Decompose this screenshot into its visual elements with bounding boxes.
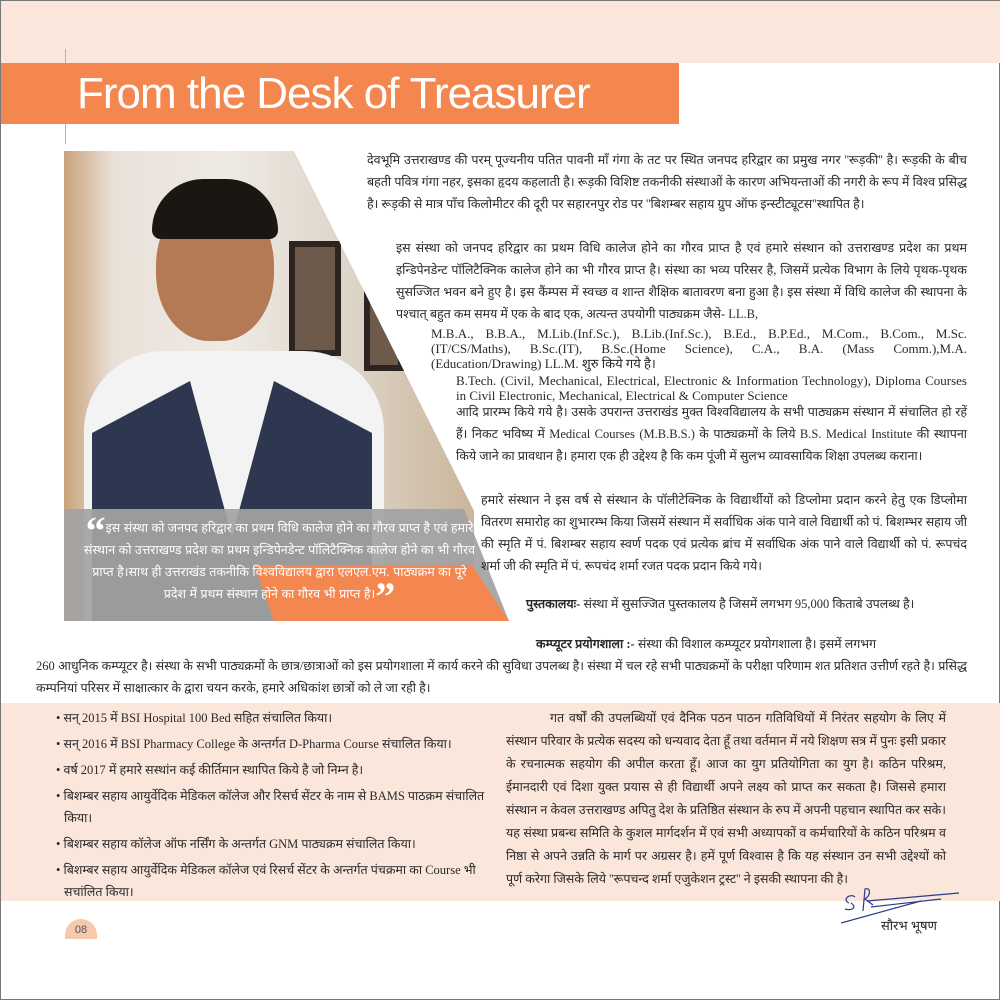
- list-item: • सन् 2016 में BSI Pharmacy College के अन्तर्गत D-Pharma Course संचालित किया।: [56, 737, 452, 751]
- list-item: • वर्ष 2017 में हमारे सस्थांन कई कीर्तिमान स्थापित किये है जो निम्न है।: [56, 763, 364, 777]
- list-item: • बिशम्बर सहाय आयुर्वेदिक मेडिकल कॉलेज एवं रिसर्च सेंटर के अन्तर्गत पंचक्रमा का Course भी सचांलित किया।: [56, 863, 476, 899]
- signatory-name: सौरभ भूषण: [881, 918, 937, 933]
- para-intro: देवभूमि उत्तराखण्ड की परम् पूज्यनीय पतित पावनी माँ गंगा के तट पर स्थित जनपद हरिद्वार का प्रमुख नगर ''रूड़की'' है। रूड़की के बीच बहती पवित्र गंगा नहर, इसका हृदय कहलाती है। रूड़की विशिष्ट तकनीकी संस्थाओं के कारण अभियन्ताओं की नगरी के रूप में विश्व प्रसिद्ध है। रूड़की से मात्र पाँच किलोमीटर की दूरी पर सहारनपुर रोड पर ''बिशम्बर सहाय ग्रुप ऑफ इन्स्टीट्यूटस''स्थापित है।: [367, 153, 967, 211]
- para-diploma: हमारे संस्थान ने इस वर्ष से संस्थान के पॉलीटेक्निक के विद्यार्थीयों को डिप्लोमा प्रदान करने हेतु एक डिप्लोमा वितरण समारोह का शुभारम्भ किया जिसमें संस्थान में सर्वाधिक अंक पाने वाले विद्यार्थी को पं. बिशम्भर सहाय जी की स्मृति में पं. बिशम्बर सहाय स्वर्ण पदक एवं प्रत्येक ब्रांच में सर्वाधिक अंक पाने वाले विद्यार्थी को पं. रूपचंद शर्मा जी की स्मृति में पं. रूपचंद शर्मा रजत पदक प्रदान किये गये।: [481, 493, 967, 573]
- page-number: 08: [65, 919, 97, 939]
- para-courses: M.B.A., B.B.A., M.Lib.(Inf.Sc.), B.Lib.(Inf.Sc.), B.Ed., B.P.Ed., M.Com., B.Com., M.Sc.(IT/CS/Maths), B.Sc.(IT), B.Sc.(Home Science), C.A., B.A. (Mass Comm.),M.A. (Education/Drawing) LL.M. शुरु किये गये है।: [431, 326, 967, 371]
- para-btech: B.Tech. (Civil, Mechanical, Electrical, Electronic & Information Technology), Diploma Courses in Civil Electronic, Mechanical, Electrical & Computer Science: [456, 373, 967, 403]
- para-lab: 260 आधुनिक कम्प्यूटर है। संस्था के सभी पाठ्यक्रमों के छात्र/छात्राओं को इस प्रयोगशाला में कार्य करने की सुविधा उपलब्ध है। संस्था में चल रहे सभी पाठ्यक्रमों के परीक्षा परिणाम शत प्रतिशत उत्तीर्ण रहते है। प्रसिद्ध कम्पनियां परिसर में साक्षात्कार के द्वारा चयन करके, हमारे अधिकांश छात्रों को ले जा रही है।: [36, 659, 967, 695]
- list-item: • सन् 2015 में BSI Hospital 100 Bed सहित संचालित किया।: [56, 711, 333, 725]
- page-title: [1, 63, 679, 124]
- title-bold: Treasurer: [409, 69, 590, 118]
- pull-quote: [64, 509, 509, 621]
- achievements-list: [56, 707, 496, 907]
- closing-paragraph: गत वर्षों की उपलब्धियों एवं दैनिक पठन पाठन गतिविधियों में निरंतर सहयोग के लिए में संस्थान परिवार के प्रत्येक सदस्य को धन्यवाद देता हूँ तथा वर्तमान में नये शिक्षण सत्र में पुनः इसी प्रकार के रचनात्मक सहयोग की अपील करता हूँ। आज का युग प्रतियोगिता का युग है। कठिन परिश्रम, ईमानदारी एवं दिशा युक्त प्रयास से ही विद्यार्थी अपने लक्ष्य को प्राप्त कर सकता है। जिससे हमारा संस्थान न केवल उत्तराखण्ड अपितु देश के प्रतिष्ठित संस्थान के रुप में अपनी पहचान स्थापित कर सके। यह संस्था प्रबन्ध समिति के कुशल मार्गदर्शन में एवं सभी अध्यापकों व कर्मचारियों के कठिन परिश्रम व निष्ठा से अपने उन्नति के मार्ग पर अग्रसर है। हमें पूर्ण विश्वास है कि यह संस्थान उन सभी उद्देश्यों को पूर्ण करेगा जिसके लिये ''रूपचन्द शर्मा एजुकेशन ट्रस्ट'' ने इसकी स्थापना की है।: [506, 711, 946, 886]
- open-quote-icon: “: [85, 508, 106, 553]
- top-band: [1, 1, 1000, 63]
- para-future: आदि प्रारम्भ किये गये है। उसके उपरान्त उत्तराखंड मुक्त विश्वविद्यालय के सभी पाठ्यक्रम संस्थान में संचालित हो रहें हैं। निकट भविष्य में Medical Courses (M.B.B.S.) के पाठ्यक्रमों के लिये B.S. Medical Institute की स्थापना किये जाने का प्रावधान है। हमारा एक ही उद्देश्य है कि कम पूंजी में सुलभ व्यावसायिक शिक्षा उपलब्ध कराना।: [456, 405, 967, 463]
- list-item: • बिशम्बर सहाय आयुर्वेदिक मेडिकल कॉलेज और रिसर्च सेंटर के नाम से BAMS पाठक्रम संचालित किया।: [56, 789, 485, 825]
- list-item: • बिशम्बर सहाय कॉलेज ऑफ नर्सिंग के अन्तर्गत GNM पाठ्यक्रम संचालित किया।: [56, 837, 416, 851]
- close-quote-icon: ”: [375, 574, 396, 619]
- para-institution: इस संस्था को जनपद हरिद्वार का प्रथम विधि कालेज होने का गौरव प्राप्त है एवं हमारे संस्थान को उत्तराखण्ड प्रदेश का प्रथम इन्डिपेनडेन्ट पॉलिटैक्निक कालेज होने का भी गौरव प्राप्त है। संस्था का भव्य परिसर है, जिसमें प्रत्येक विभाग के लिये पृथक-पृथक सुसज्जित भवन बने हुए है। इस कैंम्पस में स्वच्छ व शान्त शैक्षिक बातावरण बना हुआ है। इस संस्था में विधि कालेज की स्थापना के पश्चात् बहुत कम समय में एक के बाद एक, अत्यन्त उपयोगी पाठ्यक्रम जैसे- LL.B,: [396, 241, 967, 321]
- para-lab-head: कम्प्यूटर प्रयोगशाला :- संस्था की विशाल कम्प्यूटर प्रयोगशाला है। इसमें लगभग: [536, 637, 877, 651]
- title-light: From the Desk of: [77, 69, 410, 118]
- para-library: पुस्तकालयः- संस्था में सुसज्जित पुस्तकालय है जिसमें लगभग 95,000 किताबे उपलब्ध है।: [526, 597, 915, 611]
- quote-text: इस संस्था को जनपद हरिद्वार का प्रथम विधि कालेज होने का गौरव प्राप्त है एवं हमारे संस्थान को उत्तराखण्ड प्रदेश का प्रथम इन्डिपेनडेन्ट पॉलिटैक्निक कालेज होने का भी गौरव प्राप्त है।साथ ही उत्तराखंड तकनीकि विश्वविद्यालय द्वारा एलएल.एम. पाठ्यक्रम का पूरे प्रदेश में प्रथम संस्थान होने का गौरव भी प्राप्त है।: [83, 521, 476, 601]
